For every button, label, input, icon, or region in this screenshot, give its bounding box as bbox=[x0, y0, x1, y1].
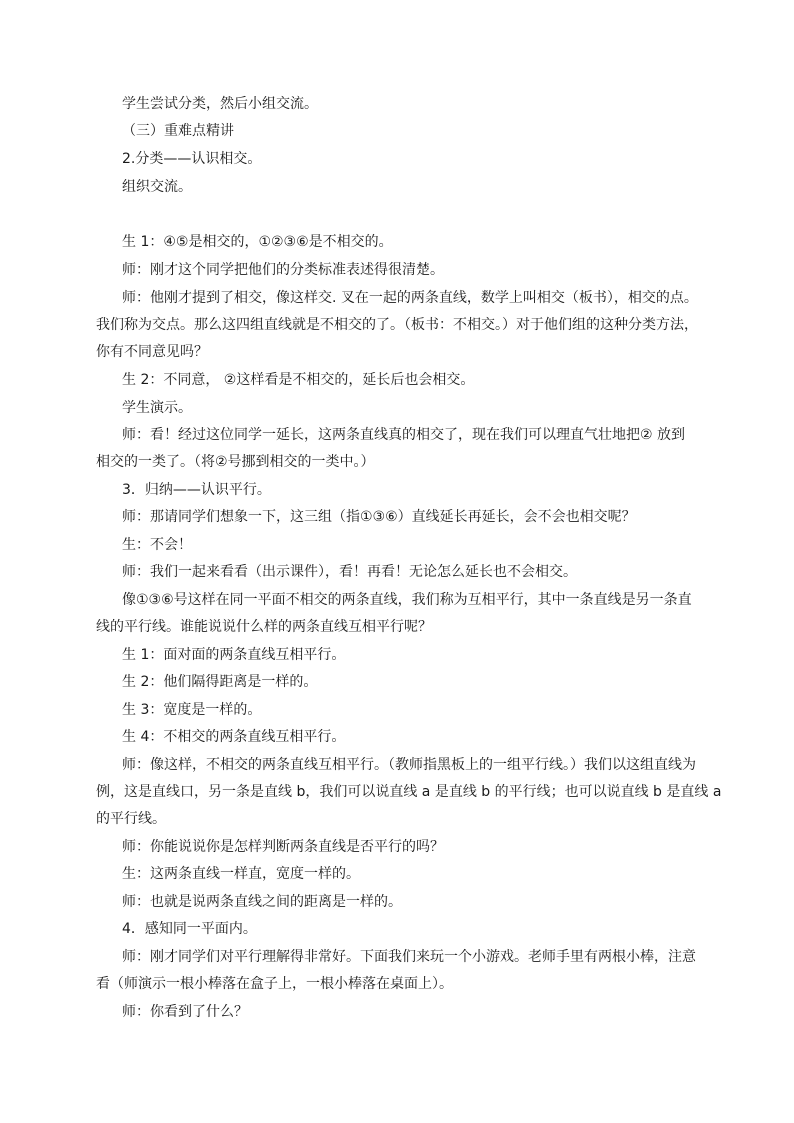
text-line: 师：你能说说你是怎样判断两条直线是否平行的吗？ bbox=[122, 839, 444, 855]
text-line: 生 4：不相交的两条直线互相平行。 bbox=[122, 729, 346, 745]
text-line: 生 2：不同意， ②这样看是不相交的，延长后也会相交。 bbox=[122, 372, 475, 388]
section-heading: （三）重难点精讲 bbox=[122, 123, 234, 139]
text-line: 师：刚才同学们对平行理解得非常好。下面我们来玩一个小游戏。老师手里有两根小棒，注意 bbox=[122, 949, 696, 965]
text-line: 师：看！经过这位同学一延长，这两条直线真的相交了，现在我们可以理直气壮地把② 放到 bbox=[122, 427, 685, 443]
subsection-heading: 4．感知同一平面内。 bbox=[122, 921, 257, 937]
text-line: 学生演示。 bbox=[122, 400, 192, 416]
text-line: 师：也就是说两条直线之间的距离是一样的。 bbox=[122, 894, 402, 910]
subsection-heading: 3．归纳——认识平行。 bbox=[122, 482, 271, 498]
text-line: 像①③⑥号这样在同一平面不相交的两条直线，我们称为互相平行，其中一条直线是另一条直 bbox=[122, 592, 692, 608]
text-line: 师：你看到了什么？ bbox=[122, 1004, 248, 1020]
text-line: 师：刚才这个同学把他们的分类标准表述得很清楚。 bbox=[122, 262, 444, 278]
text-line: 师：像这样，不相交的两条直线互相平行。（教师指黑板上的一组平行线。）我们以这组直线为 bbox=[122, 757, 696, 773]
text-line: 生 2：他们隔得距离是一样的。 bbox=[122, 674, 318, 690]
text-line: 组织交流。 bbox=[122, 179, 192, 195]
text-line: 学生尝试分类，然后小组交流。 bbox=[122, 96, 318, 112]
text-line: 我们称为交点。那么这四组直线就是不相交的了。（板书：不相交。）对于他们组的这种分类方法， bbox=[96, 317, 698, 333]
text-line: 的平行线。 bbox=[96, 811, 166, 827]
text-line: 你有不同意见吗？ bbox=[96, 344, 208, 360]
text-line: 生：这两条直线一样直，宽度一样的。 bbox=[122, 866, 360, 882]
text-line: 相交的一类了。（将②号挪到相交的一类中。） bbox=[96, 454, 375, 470]
text-line: 生 3：宽度是一样的。 bbox=[122, 702, 262, 718]
text-line: 生 1：④⑤是相交的，①②③⑥是不相交的。 bbox=[122, 234, 393, 250]
text-line: 生：不会！ bbox=[122, 537, 192, 553]
text-line: 线的平行线。谁能说说什么样的两条直线互相平行呢？ bbox=[96, 619, 432, 635]
subsection-heading: 2.分类——认识相交。 bbox=[122, 151, 262, 167]
text-line: 师：那请同学们想象一下，这三组（指①③⑥）直线延长再延长，会不会也相交呢？ bbox=[122, 509, 636, 525]
text-line: 看（师演示一根小棒落在盒子上，一根小棒落在桌面上）。 bbox=[96, 976, 453, 992]
text-line: 师：我们一起来看看（出示课件），看！再看！无论怎么延长也不会相交。 bbox=[122, 564, 577, 580]
text-line: 生 1：面对面的两条直线互相平行。 bbox=[122, 647, 346, 663]
text-line: 师：他刚才提到了相交，像这样交. 叉在一起的两条直线，数学上叫相交（板书），相交的点。 bbox=[122, 290, 698, 306]
text-line: 例，这是直线口，另一条是直线 b，我们可以说直线 a 是直线 b 的平行线；也可以说直线 b 是直线 a bbox=[96, 784, 722, 800]
